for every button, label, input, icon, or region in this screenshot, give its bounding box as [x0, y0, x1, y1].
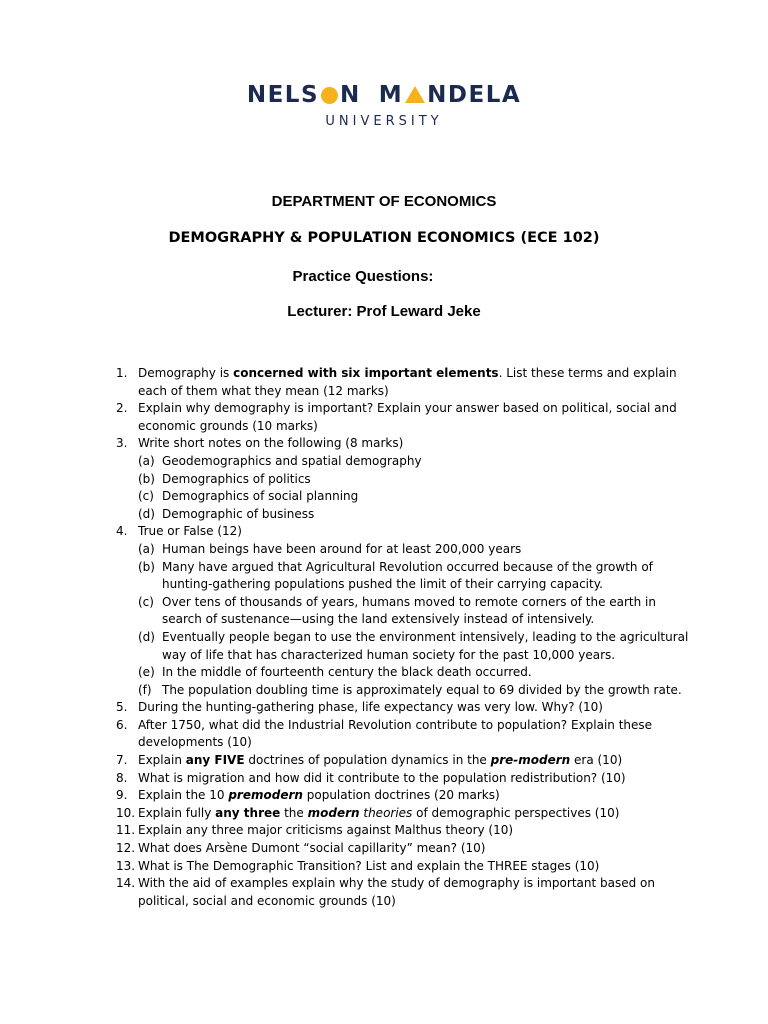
sub-question-text: Demographics of politics: [162, 471, 311, 486]
lecturer-title: Lecturer: Prof Leward Jeke: [287, 303, 481, 320]
university-logo: [0, 82, 768, 129]
sub-question-text: Demographic of business: [162, 506, 315, 521]
sub-question-letter: (a): [138, 453, 155, 468]
question-item: [116, 365, 698, 400]
sub-question-letter: (b): [138, 559, 155, 574]
sub-question-item: [138, 453, 698, 471]
question-text: Explain any FIVE doctrines of population dynamics in the pre-modern era (10): [138, 753, 623, 768]
sub-question-text: Human beings have been around for at least 200,000 years: [162, 541, 522, 556]
question-list: [116, 365, 698, 910]
question-number: 11.: [116, 823, 136, 838]
sub-question-item: [138, 682, 698, 700]
sub-question-item: [138, 664, 698, 682]
question-text: Demography is concerned with six important elements. List these terms and explain each of them what they mean (12 marks): [138, 366, 677, 398]
question-item: [116, 699, 698, 717]
question-item: [116, 400, 698, 435]
sub-question-item: [138, 471, 698, 489]
sub-question-item: [138, 488, 698, 506]
question-item: [116, 875, 698, 910]
question-text: Explain why demography is important? Explain your answer based on political, social and economic grounds (10 marks): [138, 401, 677, 433]
sub-question-item: [138, 559, 698, 594]
question-text: After 1750, what did the Industrial Revolution contribute to population? Explain these developments (10): [138, 717, 653, 750]
sub-question-list: [138, 541, 698, 699]
sub-question-letter: (b): [138, 471, 155, 486]
question-text: Explain fully any three the modern theories of demographic perspectives (10): [138, 805, 620, 820]
question-number: 7.: [116, 753, 128, 768]
question-number: 14.: [116, 876, 136, 891]
question-item: [116, 770, 698, 788]
question-number: 9.: [116, 788, 128, 803]
practice-title: Practice Questions:: [292, 268, 434, 285]
question-item: [116, 858, 698, 876]
question-text: True or False (12): [138, 524, 242, 539]
sub-question-letter: (d): [138, 506, 155, 521]
question-number: 12.: [116, 841, 136, 856]
department-title: DEPARTMENT OF ECONOMICS: [271, 193, 497, 210]
sub-question-letter: (f): [138, 682, 152, 697]
logo-triangle-icon: [405, 86, 425, 103]
question-item: [116, 787, 698, 805]
sub-question-text: Eventually people began to use the environment intensively, leading to the agricultural way of life that has characterized human society for the past 10,000 years.: [162, 629, 689, 662]
question-text: Write short notes on the following (8 marks): [138, 436, 404, 451]
question-item: [116, 435, 698, 523]
sub-question-item: [138, 541, 698, 559]
sub-question-letter: (e): [138, 665, 155, 680]
question-number: 13.: [116, 858, 136, 873]
question-item: [116, 840, 698, 858]
question-item: [116, 752, 698, 770]
sub-question-item: [138, 506, 698, 524]
question-text: With the aid of examples explain why the study of demography is important based on political, social and economic grounds (10): [138, 876, 655, 908]
logo-word-mandela: M NDELA: [378, 82, 522, 108]
question-number: 5.: [116, 700, 128, 715]
question-item: [116, 805, 698, 823]
question-number: 10.: [116, 805, 136, 820]
question-text: What is The Demographic Transition? List and explain the THREE stages (10): [138, 858, 600, 873]
sub-question-text: Many have argued that Agricultural Revolution occurred because of the growth of hunting-gathering populations pushed the limit of their carrying capacity.: [162, 559, 653, 592]
logo-subtitle: UNIVERSITY: [325, 114, 443, 129]
sub-question-list: [138, 453, 698, 523]
question-item: [116, 822, 698, 840]
sub-question-letter: (d): [138, 629, 155, 644]
question-number: 6.: [116, 717, 128, 732]
sub-question-text: Geodemographics and spatial demography: [162, 453, 422, 468]
sub-question-text: The population doubling time is approximately equal to 69 divided by the growth rate.: [162, 682, 682, 697]
question-text: Explain the 10 premodern population doctrines (20 marks): [138, 788, 500, 803]
sub-question-letter: (a): [138, 541, 155, 556]
course-title: DEMOGRAPHY & POPULATION ECONOMICS (ECE 102): [168, 230, 600, 246]
sub-question-text: Demographics of social planning: [162, 489, 359, 504]
question-number: 2.: [116, 401, 128, 416]
logo-word-nelson: NELS N: [246, 82, 361, 108]
question-text: Explain any three major criticisms against Malthus theory (10): [138, 823, 514, 838]
sub-question-letter: (c): [138, 489, 154, 504]
sub-question-item: [138, 594, 698, 629]
question-text: What does Arsène Dumont “social capillarity” mean? (10): [138, 841, 486, 856]
question-text: During the hunting-gathering phase, life expectancy was very low. Why? (10): [138, 700, 603, 715]
sub-question-text: In the middle of fourteenth century the black death occurred.: [162, 665, 532, 680]
question-number: 1.: [116, 366, 128, 380]
sub-question-text: Over tens of thousands of years, humans moved to remote corners of the earth in search of sustenance—using the land extensively instead of intensively.: [162, 594, 656, 627]
sub-question-item: [138, 629, 698, 664]
sub-question-letter: (c): [138, 594, 154, 609]
question-text: What is migration and how did it contribute to the population redistribution? (10): [138, 770, 626, 785]
question-number: 4.: [116, 524, 128, 539]
question-number: 3.: [116, 436, 128, 451]
question-number: 8.: [116, 770, 128, 785]
question-item: [116, 523, 698, 699]
question-item: [116, 717, 698, 752]
logo-dot-icon: [321, 87, 338, 104]
